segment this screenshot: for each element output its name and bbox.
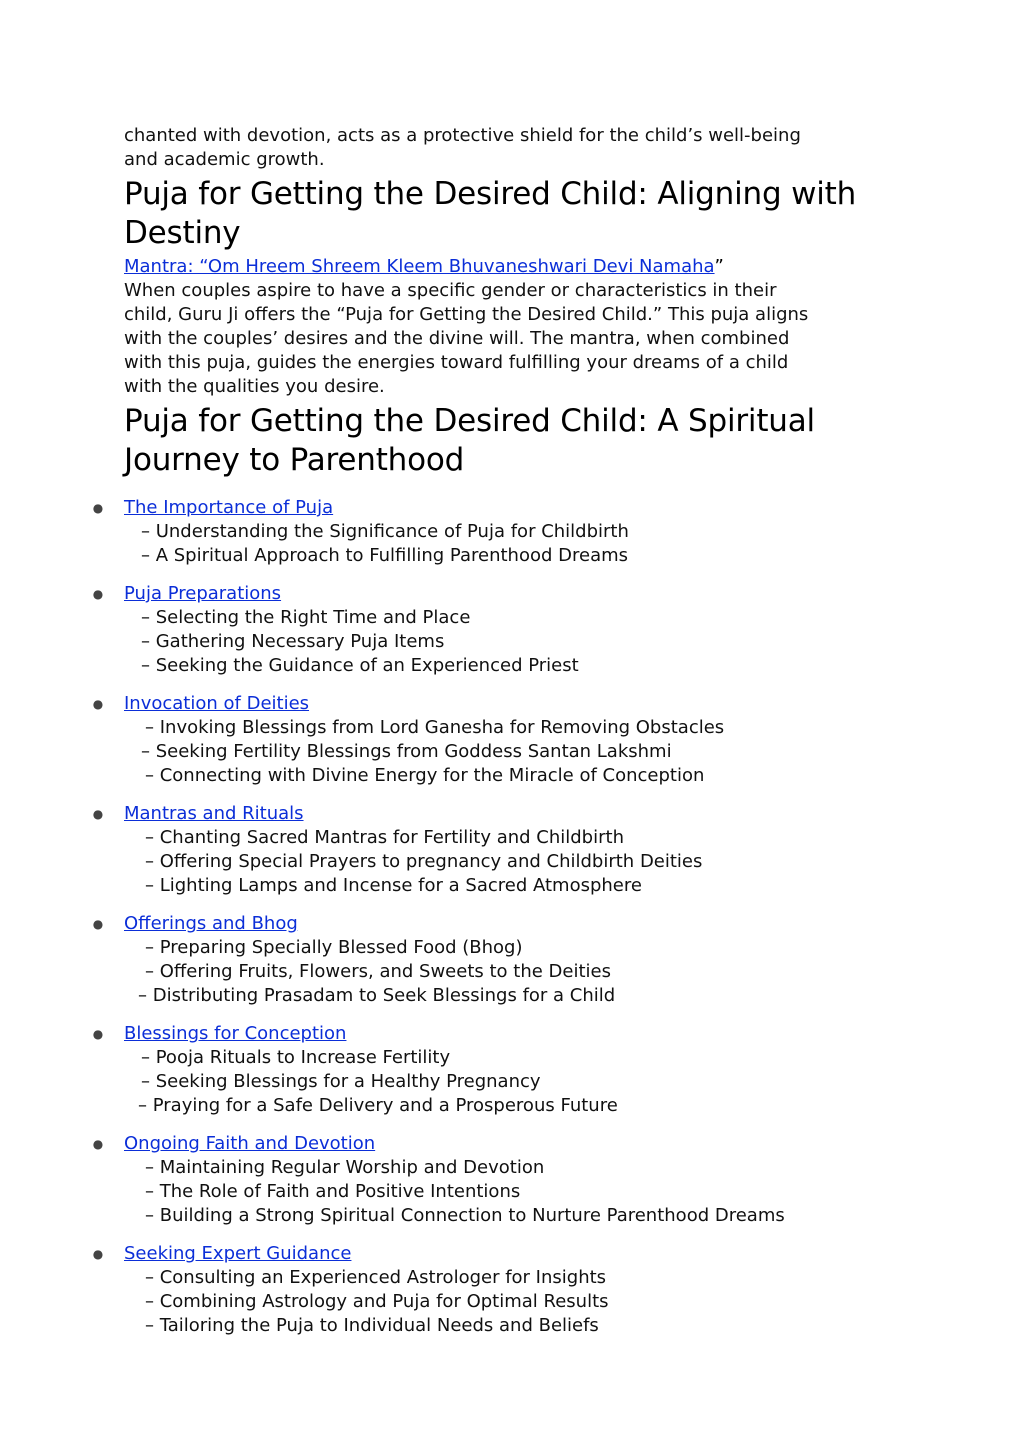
bullet-icon: ● [92, 697, 104, 711]
heading-line: Journey to Parenthood [124, 442, 465, 478]
heading-line: Puja for Getting the Desired Child: A Spiritual [124, 403, 815, 439]
sub-item: – Maintaining Regular Worship and Devotion [145, 1157, 545, 1178]
body-line: with this puja, guides the energies toward fulfilling your dreams of a child [124, 352, 789, 373]
sub-item: – Seeking the Guidance of an Experienced Priest [141, 655, 579, 676]
list-item [92, 1132, 914, 1228]
sub-item: – Pooja Rituals to Increase Fertility [141, 1047, 451, 1068]
bullet-icon: ● [92, 587, 104, 601]
section1-body-paragraph [124, 279, 914, 399]
topic-list [92, 496, 914, 1338]
topic-link[interactable]: Blessings for Conception [124, 1023, 347, 1044]
sub-item: – Seeking Blessings for a Healthy Pregnancy [141, 1071, 541, 1092]
topic-link[interactable]: Puja Preparations [124, 583, 282, 604]
bullet-icon: ● [92, 807, 104, 821]
sub-item: – Consulting an Experienced Astrologer for Insights [145, 1267, 607, 1288]
body-line: with the qualities you desire. [124, 376, 385, 397]
sub-item: – Lighting Lamps and Incense for a Sacred Atmosphere [145, 875, 642, 896]
list-item [92, 496, 914, 568]
section-heading-spiritual-journey [124, 402, 914, 480]
body-line: with the couples’ desires and the divine will. The mantra, when combined [124, 328, 790, 349]
bullet-icon: ● [92, 1027, 104, 1041]
topic-link[interactable]: Invocation of Deities [124, 693, 310, 714]
intro-paragraph [124, 124, 914, 172]
list-item [92, 582, 914, 678]
mantra-link[interactable]: Mantra: “Om Hreem Shreem Kleem Bhuvaneshwari Devi Namaha [124, 256, 715, 277]
bullet-icon: ● [92, 501, 104, 515]
sub-item: – Connecting with Divine Energy for the Miracle of Conception [145, 765, 705, 786]
intro-line: and academic growth. [124, 149, 325, 170]
sub-item: – Invoking Blessings from Lord Ganesha for Removing Obstacles [145, 717, 725, 738]
topic-link[interactable]: Ongoing Faith and Devotion [124, 1133, 376, 1154]
document-page [92, 124, 914, 1352]
sub-item: – Preparing Specially Blessed Food (Bhog) [145, 937, 523, 958]
sub-item: – Praying for a Safe Delivery and a Prosperous Future [138, 1095, 618, 1116]
bullet-icon: ● [92, 1247, 104, 1261]
sub-item: – Gathering Necessary Puja Items [141, 631, 445, 652]
list-item [92, 1022, 914, 1118]
mantra-closing-quote: ” [714, 256, 724, 277]
sub-item: – Chanting Sacred Mantras for Fertility and Childbirth [145, 827, 624, 848]
list-item [92, 692, 914, 788]
bullet-icon: ● [92, 1137, 104, 1151]
sub-item: – Offering Fruits, Flowers, and Sweets to the Deities [145, 961, 611, 982]
sub-item: – Combining Astrology and Puja for Optimal Results [145, 1291, 609, 1312]
bullet-icon: ● [92, 917, 104, 931]
topic-link[interactable]: Offerings and Bhog [124, 913, 298, 934]
sub-item: – Building a Strong Spiritual Connection to Nurture Parenthood Dreams [145, 1205, 785, 1226]
topic-link[interactable]: The Importance of Puja [124, 497, 334, 518]
list-item [92, 912, 914, 1008]
body-line: child, Guru Ji offers the “Puja for Getting the Desired Child.” This puja aligns [124, 304, 809, 325]
sub-item: – Understanding the Significance of Puja for Childbirth [141, 521, 629, 542]
sub-item: – Seeking Fertility Blessings from Goddess Santan Lakshmi [141, 741, 672, 762]
sub-item: – The Role of Faith and Positive Intentions [145, 1181, 521, 1202]
list-item [92, 1242, 914, 1338]
list-item [92, 802, 914, 898]
section-heading-aligning-with-destiny [124, 175, 914, 253]
sub-item: – Selecting the Right Time and Place [141, 607, 471, 628]
intro-line: chanted with devotion, acts as a protective shield for the child’s well-being [124, 125, 801, 146]
sub-item: – Distributing Prasadam to Seek Blessings for a Child [138, 985, 616, 1006]
topic-link[interactable]: Seeking Expert Guidance [124, 1243, 352, 1264]
body-line: When couples aspire to have a specific gender or characteristics in their [124, 280, 777, 301]
sub-item: – Tailoring the Puja to Individual Needs and Beliefs [145, 1315, 599, 1336]
heading-line: Destiny [124, 215, 241, 251]
sub-item: – A Spiritual Approach to Fulfilling Parenthood Dreams [141, 545, 629, 566]
sub-item: – Offering Special Prayers to pregnancy and Childbirth Deities [145, 851, 703, 872]
mantra-line [124, 255, 914, 279]
topic-link[interactable]: Mantras and Rituals [124, 803, 304, 824]
heading-line: Puja for Getting the Desired Child: Aligning with [124, 176, 857, 212]
